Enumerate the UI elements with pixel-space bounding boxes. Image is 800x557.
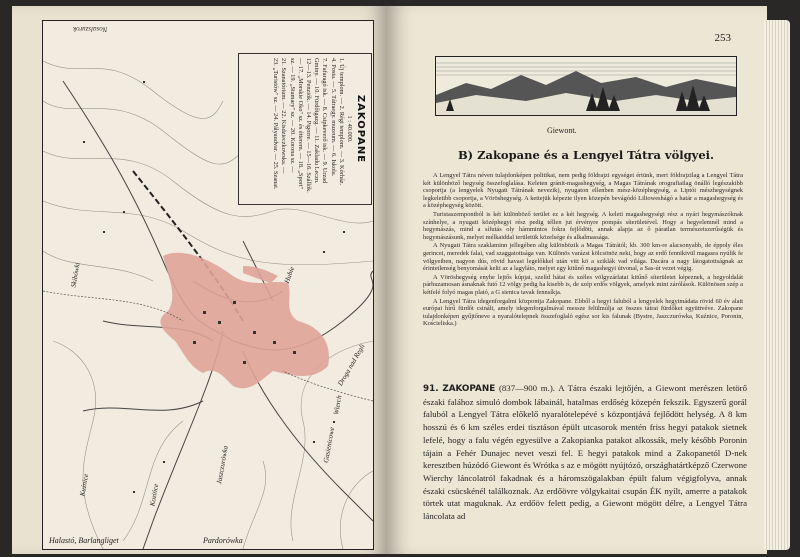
map-label: Wierch	[332, 394, 344, 416]
map-legend	[238, 53, 372, 205]
left-page	[12, 6, 387, 554]
legend-line: 1. Új templom. — 2. Régi templom. — 3. Kórház.	[337, 58, 345, 186]
paragraph: A Lengyel Tátra néven tulajdonképen politikai, nem pedig földrajzi egységet értünk, mert földrajzilag a Lengyel Tátra két különböző hegység összefoglalása. Keleten gránit-magashegység, a Magas Tátrának orografiailag önálló legészakibb csoportja (a lengyelek Nyugati Tátrának nevezik), nyugaton ellenben mész-középhegység, a Liptói mészhegységnek legkeletibb csoportja, a Vöröshegység. A kettejük képezte ilyen közepén bevágódó Lilioweshágó a határ a magashegység és a középhegység között.	[423, 172, 743, 210]
open-book	[12, 6, 790, 554]
entry-number: 91.	[423, 384, 439, 394]
entry-text: A Tátra északi lejtőjén, a Giewont merészen letörő északi falához simuló dombok lábainál, hatalmas erdőség közepén fekszik. Egyszerű gorál faluból a Lengyel Tátra előkelő nyaralótelepévé s központjává fejlődött helység. A 8 km hosszú és 6 km széles erdei tisztáson épült utcasorok mentén friss hegyi patakok sietnek lefelé, hogy a falu végén egyesülve a Zakopianka patakot alkossák, mely később Poronin tájain a Fehér Dunajec nevet veszi fel. E hegyi patakok mind a Zakopanetól D-nek keresztben húzódó Giewont és Wrótka s az e mögött nyújtózó, országhatártképző Czerwone Wierchy láncolatról fakadnak és a háromszögalakban épült falum végigfolyva, annak északi csücskénél találkoznak. Az erdőövre völgykaitai csupán ÉK nyílt, amerre a patakok törtek utat maguknak. Az erdőöv felett pedig, a Giewont mögött délre, a Lengyel Tátra láncolata ad	[423, 383, 748, 522]
paragraph: Turistaszempontból is két különböző terület ez a két hegység. A keleti magashegységi rész a nyári hegymászóknak színhelye, a nyugati középhegyi rész pedig téllen jut érvényre pompás síterületével. Hogy a hegyelemnél mind a hegymászás, mind a sífutás oly hámmintos fokra fejlődött, annak alapja az ő páratlan természetszerűségük és hegymászásunk, melyet mélkaiddal területük közelsége és alkalmassága.	[423, 210, 743, 241]
map-footer-left: Halastó, Barlangliget	[49, 536, 119, 545]
legend-line: Gminy. — 10. Fürdőigazg. — 11. Zakladu Leczn.	[313, 58, 321, 184]
map-label: Kozińce	[148, 483, 161, 507]
legend-title: ZAKOPANE	[355, 94, 366, 164]
map-footer-right: Pardorówka	[203, 536, 243, 545]
zakopane-map	[42, 20, 374, 550]
zakopane-entry	[423, 382, 747, 523]
map-label: Droga nad Regli	[336, 342, 367, 388]
map-label: Skibówki	[69, 261, 82, 289]
entry-name: ZAKOPANE	[442, 384, 496, 394]
section-heading: B) Zakopane és a Lengyel Tátra völgyei.	[457, 148, 715, 162]
map-top-label: Nosalszurok	[73, 25, 108, 33]
legend-line: 21. Szanatórium. — 22. Kisdzieczkowska. —	[280, 58, 288, 174]
entry-altitude: (837—900 m.).	[498, 383, 555, 393]
map-label: Hubie	[282, 265, 297, 285]
right-page	[387, 6, 767, 554]
page-edges	[764, 20, 790, 550]
map-label: Jaszczurówka	[215, 445, 230, 485]
paragraph: A Vöröshegység enyhe lejtős kúpjai, szelíd hátai és széles völgyzárlatai kitűnő síterületet képeznek, a hegyoldalát párhuzamosan ásnaknak futó 12 völgy pedig ha kisebb is, de szép erdős völgyek, amelyek mint zárólások. Különösen szép a kétfelé folyó magas plató, a G sienica tavak fennsíkja.	[423, 273, 743, 296]
legend-line: — 17. „Morskie Oko" sz. és étterem. — 18. „Sport"	[296, 58, 304, 190]
intro-text	[423, 172, 743, 329]
paragraph: A Nyugati Tátra szaklaminn jellegében alig különbözik a Magas Tátrától; kb. 300 km-re alacsonyabb, de éppoly éles gerincei, meredek falai, vad szaggatottsága van. Különös varázst kölcsönöz neki, hogy az erdő fennikivül magasra nyúlik fe völgyeiben, nagyon dús, rövid havasi legelőkkel után vitt kö a sziklák vad világa. Dacára a nagy látogatottságnak az érintetlenség benyomását kelti az a lagyláto, melyet egy kitűnő magashegyi útvonal, a Sas-út vezet végig.	[423, 242, 743, 273]
map-label: Kuźnice	[78, 473, 91, 497]
paragraph: A Lengyel Tátra idegenforgalmi központja Zakopane. Ebből a hegyi faluból a lengyelek hegyimádata rövid 60 év alatt európai hírű fürdőt csinált, amely idegenforgalmával messze felülmúlja az összes tátrai fürdőket együttvéve. Zakopane tulajdonképen gyűjtőneve a nyaralótelepnek összefoglaló egész sor kis falunak (Bystre, Jaszczurówka, Kuźnice, Poronin, Kościeliska.)	[423, 297, 743, 328]
page-number: 253	[714, 32, 731, 44]
legend-line: 12—13. Penziók. — 14. Pigorre. — 15—16. Szállók.	[304, 58, 312, 193]
legend-line: sz. — 19. „Stamary" sz. — 20. Korona sz. —	[288, 58, 296, 173]
illustration-caption: Giewont.	[547, 126, 577, 135]
map-label: Gasienicowe	[322, 426, 337, 464]
legend-line: 23. „Turistów" sz. — 24. Pályaudvar. — 25. Szanat.	[272, 58, 280, 190]
legend-line: 7. Fafaragó isk. — 8. Csipkeverő isk. — 9. Urzad	[321, 58, 329, 184]
legend-scale: 1 : 40.000.	[346, 115, 353, 143]
legend-line: 4. Posta. — 5. Tátraegy. muzeum. — 6. Iskola.	[329, 58, 337, 177]
giewont-illustration	[435, 56, 737, 116]
